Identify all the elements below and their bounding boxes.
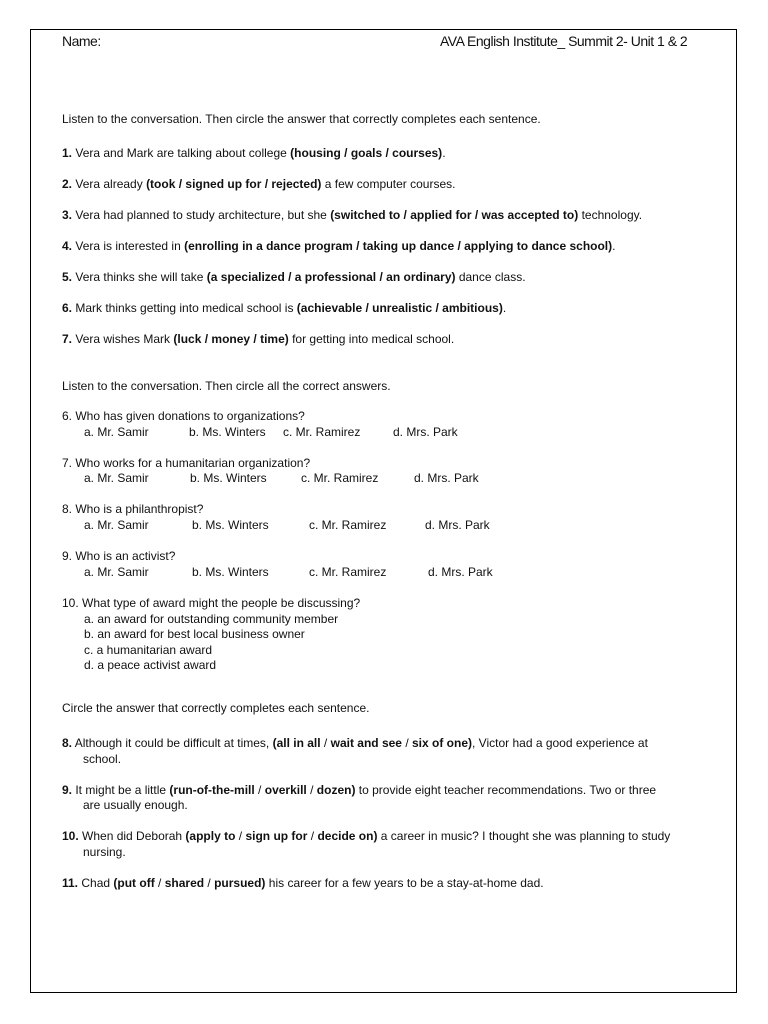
- s3-item-10: [62, 829, 670, 843]
- item-number: 9.: [62, 783, 73, 797]
- option-a: a. Mr. Samir: [84, 565, 149, 579]
- item-text: Vera thinks she will take: [72, 270, 207, 284]
- separator: /: [401, 736, 412, 750]
- s1-item-4: [62, 239, 615, 253]
- option-d: d. Mrs. Park: [425, 518, 490, 532]
- answer-options: (luck / money / time): [173, 332, 289, 346]
- separator: /: [154, 876, 165, 890]
- option-1: (apply to: [185, 829, 236, 843]
- item-text: Although it could be difficult at times,: [72, 736, 273, 750]
- option-3: pursued): [214, 876, 266, 890]
- s2-options-6: [0, 425, 768, 441]
- name-label: Name:: [62, 33, 101, 49]
- item-text: When did Deborah: [78, 829, 186, 843]
- separator: /: [306, 783, 317, 797]
- section3-instruction: Circle the answer that correctly completes each sentence.: [62, 701, 370, 715]
- option-3: six of one): [412, 736, 473, 750]
- answer-options: (achievable / unrealistic / ambitious): [296, 301, 503, 315]
- answer-options: (a specialized / a professional / an ordinary): [206, 270, 456, 284]
- option-1: (put off: [113, 876, 155, 890]
- s1-item-2: [62, 177, 455, 191]
- answer-options: (switched to / applied for / was accepted to): [330, 208, 579, 222]
- s2-question-10: 10. What type of award might the people be discussing?: [62, 596, 361, 610]
- option-a: a. Mr. Samir: [84, 471, 149, 485]
- item-text-end: to provide eight teacher recommendations. Two or three: [355, 783, 657, 797]
- option-1: (all in all: [272, 736, 321, 750]
- option-1: (run-of-the-mill: [169, 783, 255, 797]
- item-number: 8.: [62, 736, 73, 750]
- item-text: Vera had planned to study architecture, but she: [72, 208, 331, 222]
- s3-item-8: [62, 736, 648, 750]
- option-2: overkill: [264, 783, 307, 797]
- item-text: Vera already: [72, 177, 147, 191]
- item-number: 11.: [62, 876, 79, 890]
- item-text: Vera is interested in: [72, 239, 185, 253]
- s2-question-8: 8. Who is a philanthropist?: [62, 502, 204, 516]
- option-d: d. Mrs. Park: [428, 565, 493, 579]
- separator: /: [307, 829, 318, 843]
- item-text-end: a few computer courses.: [321, 177, 456, 191]
- separator: /: [204, 876, 215, 890]
- item-text-end: technology.: [578, 208, 643, 222]
- s2-options-8: [0, 518, 768, 534]
- s3-item-11: [62, 876, 544, 890]
- option-d: d. a peace activist award: [84, 658, 217, 672]
- item-text: Mark thinks getting into medical school is: [72, 301, 297, 315]
- item-text: Chad: [78, 876, 114, 890]
- option-2: shared: [164, 876, 205, 890]
- item-text-end: dance class.: [455, 270, 526, 284]
- s2-question-7: 7. Who works for a humanitarian organization?: [62, 456, 311, 470]
- option-b: b. Ms. Winters: [192, 518, 269, 532]
- option-2: wait and see: [330, 736, 402, 750]
- item-text: Vera wishes Mark: [72, 332, 174, 346]
- s2-question-6: 6. Who has given donations to organizations?: [62, 409, 305, 423]
- s3-item-9-line2: are usually enough.: [83, 798, 188, 812]
- s1-item-6: [62, 301, 506, 315]
- option-3: decide on): [317, 829, 378, 843]
- item-number: 2.: [62, 177, 73, 191]
- option-b: b. an award for best local business owner: [84, 627, 305, 641]
- s3-item-9: [62, 783, 656, 797]
- item-text-end: , Victor had a good experience at: [472, 736, 648, 750]
- item-text-end: .: [442, 146, 446, 160]
- item-text-end: .: [612, 239, 616, 253]
- course-title: AVA English Institute_ Summit 2- Unit 1 & 2: [440, 33, 688, 49]
- option-a: a. an award for outstanding community member: [84, 612, 339, 626]
- s2-options-7: [0, 471, 768, 487]
- separator: /: [320, 736, 331, 750]
- item-number: 7.: [62, 332, 73, 346]
- item-text: Vera and Mark are talking about college: [72, 146, 291, 160]
- section1-instruction: Listen to the conversation. Then circle the answer that correctly completes each sentence.: [62, 112, 541, 126]
- option-a: a. Mr. Samir: [84, 425, 149, 439]
- option-b: b. Ms. Winters: [192, 565, 269, 579]
- s1-item-7: [62, 332, 454, 346]
- section2-instruction: Listen to the conversation. Then circle all the correct answers.: [62, 379, 391, 393]
- item-text: It might be a little: [72, 783, 170, 797]
- option-c: c. Mr. Ramirez: [283, 425, 361, 439]
- item-number: 5.: [62, 270, 73, 284]
- option-d: d. Mrs. Park: [414, 471, 479, 485]
- s2-options-9: [0, 565, 768, 581]
- item-text-end: his career for a few years to be a stay-at-home dad.: [265, 876, 544, 890]
- item-text-end: a career in music? I thought she was planning to study: [377, 829, 671, 843]
- s1-item-1: [62, 146, 446, 160]
- s3-item-10-line2: nursing.: [83, 845, 126, 859]
- option-c: c. Mr. Ramirez: [309, 518, 387, 532]
- s2-question-9: 9. Who is an activist?: [62, 549, 176, 563]
- item-text-end: for getting into medical school.: [288, 332, 455, 346]
- answer-options: (enrolling in a dance program / taking up dance / applying to dance school): [184, 239, 613, 253]
- option-c: c. Mr. Ramirez: [301, 471, 379, 485]
- option-3: dozen): [316, 783, 356, 797]
- item-number: 1.: [62, 146, 73, 160]
- item-number: 6.: [62, 301, 73, 315]
- separator: /: [254, 783, 265, 797]
- option-c: c. a humanitarian award: [84, 643, 213, 657]
- option-b: b. Ms. Winters: [189, 425, 266, 439]
- answer-options: (housing / goals / courses): [290, 146, 443, 160]
- item-text-end: .: [502, 301, 507, 315]
- option-2: sign up for: [245, 829, 308, 843]
- item-number: 3.: [62, 208, 73, 222]
- s1-item-5: [62, 270, 526, 284]
- s3-item-8-line2: school.: [83, 752, 122, 766]
- item-number: 10.: [62, 829, 79, 843]
- s1-item-3: [62, 208, 642, 222]
- separator: /: [235, 829, 246, 843]
- option-d: d. Mrs. Park: [393, 425, 458, 439]
- option-c: c. Mr. Ramirez: [309, 565, 387, 579]
- answer-options: (took / signed up for / rejected): [146, 177, 322, 191]
- option-b: b. Ms. Winters: [190, 471, 267, 485]
- item-number: 4.: [62, 239, 73, 253]
- option-a: a. Mr. Samir: [84, 518, 149, 532]
